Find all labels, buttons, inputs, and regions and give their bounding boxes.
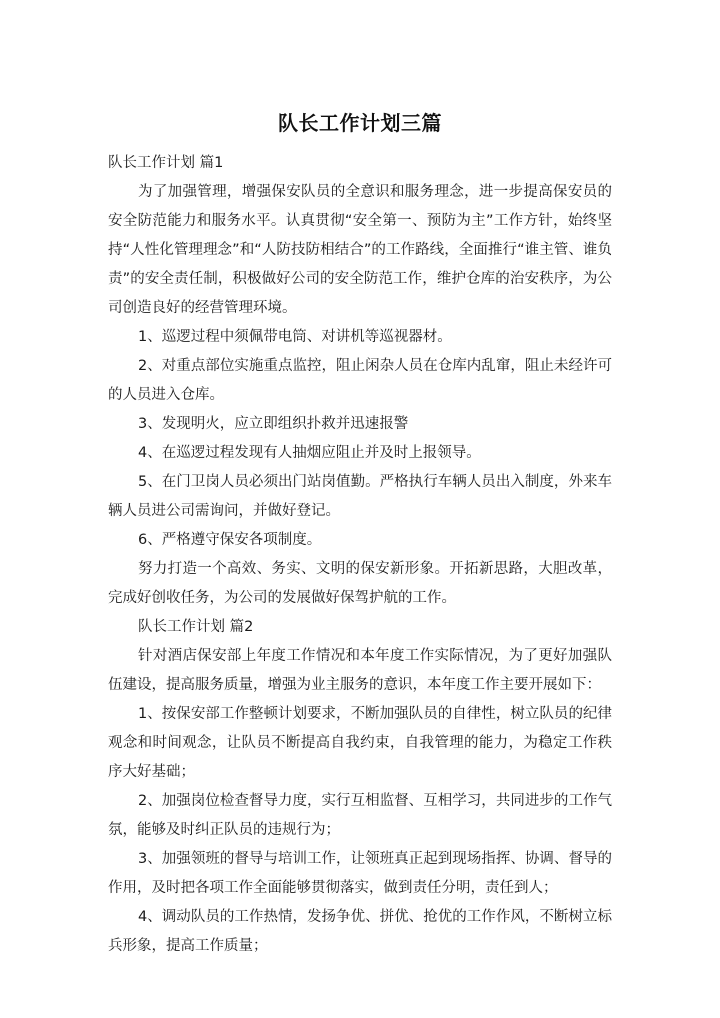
- paragraph: 2、对重点部位实施重点监控，阻止闲杂人员在仓库内乱窜，阻止未经许可的人员进入仓库。: [108, 358, 612, 403]
- paragraph: 为了加强管理，增强保安队员的全意识和服务理念，进一步提高保安员的安全防范能力和服务水平。认真贯彻“安全第一、预防为主”工作方针，始终坚持“人性化管理理念”和“人防技防相结合”的工作路线，全面推行“谁主管、谁负责”的安全责任制，积极做好公司的安全防范工作，维护仓库的治安秩序，为公司创造良好的经营管理环境。: [108, 184, 612, 316]
- paragraph: 5、在门卫岗人员必须出门站岗值勤。严格执行车辆人员出入制度，外来车辆人员进公司需询问，并做好登记。: [108, 474, 612, 519]
- paragraph: 努力打造一个高效、务实、文明的保安新形象。开拓新思路，大胆改革，完成好创收任务，为公司的发展做好保驾护航的工作。: [108, 561, 612, 606]
- paragraph: 4、在巡逻过程发现有人抽烟应阻止并及时上报领导。: [138, 445, 481, 461]
- paragraph: 1、巡逻过程中须佩带电筒、对讲机等巡视器材。: [138, 329, 452, 345]
- paragraph: 3、发现明火，应立即组织扑救并迅速报警: [138, 416, 409, 432]
- paragraph: 1、按保安部工作整顿计划要求，不断加强队员的自律性，树立队员的纪律观念和时间观念，让队员不断提高自我约束，自我管理的能力，为稳定工作秩序大好基础；: [108, 706, 612, 780]
- section-1: [108, 149, 612, 613]
- paragraph: 2、加强岗位检查督导力度，实行互相监督、互相学习，共同进步的工作气氛，能够及时纠正队员的违规行为；: [108, 793, 612, 838]
- paragraph: 6、严格遵守保安各项制度。: [138, 532, 322, 548]
- document-title: 队长工作计划三篇: [278, 111, 442, 135]
- section-heading: 队长工作计划 篇2: [138, 619, 254, 635]
- section-heading: 队长工作计划 篇1: [108, 155, 224, 171]
- paragraph: 3、加强领班的督导与培训工作，让领班真正起到现场指挥、协调、督导的作用，及时把各项工作全面能够贯彻落实，做到责任分明，责任到人；: [108, 851, 612, 896]
- section-2: [108, 613, 612, 961]
- paragraph: 针对酒店保安部上年度工作情况和本年度工作实际情况，为了更好加强队伍建设，提高服务质量，增强为业主服务的意识，本年度工作主要开展如下：: [108, 648, 612, 693]
- paragraph: 4、调动队员的工作热情，发扬争优、拼优、抢优的工作作风，不断树立标兵形象，提高工作质量；: [108, 909, 612, 954]
